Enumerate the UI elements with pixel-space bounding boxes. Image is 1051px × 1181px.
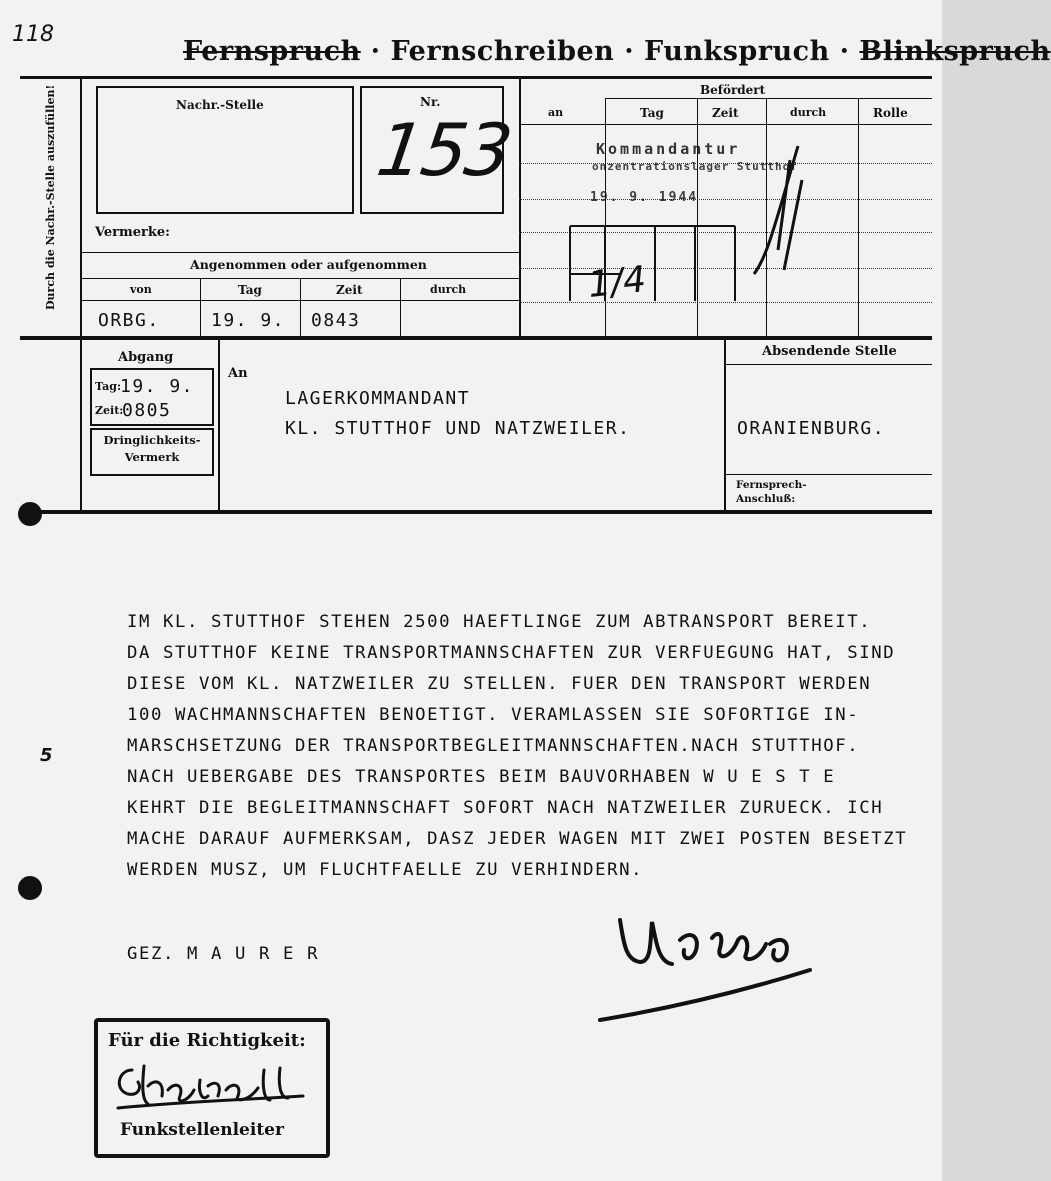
- abgang-label: Abgang: [118, 350, 174, 365]
- befoerdert-col-tag: Tag: [640, 106, 664, 120]
- fernsprech-label: Fernsprech-Anschluß:: [736, 479, 807, 505]
- title-separator: ·: [624, 36, 645, 67]
- befoerdert-col-zeit: Zeit: [712, 106, 739, 120]
- verification-line1: Für die Richtigkeit:: [108, 1030, 306, 1051]
- nr-value: 153: [372, 108, 516, 192]
- punch-hole-top: [18, 502, 42, 526]
- title-fernschreiben: Fernschreiben: [390, 36, 615, 67]
- message-line-5: MARSCHSETZUNG DER TRANSPORTBEGLEITMANNSCHAFTEN.NACH STUTTHOF.: [127, 736, 860, 756]
- title-blinkspruch: Blinkspruch: [859, 36, 1051, 67]
- form-divider-rule: [519, 76, 521, 340]
- side-label: Durch die Nachr.-Stelle auszufüllen!: [44, 84, 57, 310]
- angenommen-von-value: ORBG.: [98, 310, 160, 331]
- angenommen-col-von: von: [130, 283, 152, 296]
- recipient-line2: KL. STUTTHOF UND NATZWEILER.: [285, 418, 631, 439]
- recipient-line1: LAGERKOMMANDANT: [285, 388, 471, 409]
- message-line-7: KEHRT DIE BEGLEITMANNSCHAFT SOFORT NACH NATZWEILER ZURUECK. ICH: [127, 798, 884, 818]
- befoerdert-label: Befördert: [700, 83, 766, 97]
- dringlichkeit-label: Dringlichkeits-Vermerk: [103, 433, 201, 464]
- kommandantur-stamp-line1: Kommandantur: [596, 140, 741, 158]
- title-funkspruch: Funkspruch: [644, 36, 830, 67]
- absendende-value: ORANIENBURG.: [737, 418, 886, 439]
- nr-label: Nr.: [420, 95, 441, 109]
- margin-mark: 5: [40, 745, 53, 766]
- form-bottom-rule: [20, 510, 932, 514]
- message-line-2: DA STUTTHOF KEINE TRANSPORTMANNSCHAFTEN ZUR VERFUEGUNG HAT, SIND: [127, 643, 896, 663]
- punch-hole-bottom: [18, 876, 42, 900]
- absendende-header-rule: [724, 364, 932, 365]
- angenommen-zeit-value: 0843: [311, 310, 361, 331]
- abgang-right-rule: [218, 340, 220, 512]
- handwritten-fraction: 1/4: [586, 259, 648, 306]
- angenommen-label: Angenommen oder aufgenommen: [190, 257, 427, 272]
- title-separator: ·: [370, 36, 391, 67]
- kommandantur-stamp-line2: onzentrationslager Stutthof: [592, 160, 798, 173]
- abgang-zeit-value: 0805: [122, 400, 172, 421]
- verification-line2: Funkstellenleiter: [120, 1120, 284, 1140]
- angenommen-col-tag: Tag: [238, 283, 262, 297]
- abgang-left-rule: [80, 340, 82, 512]
- an-label: An: [228, 366, 248, 381]
- absendende-label: Absendende Stelle: [762, 344, 897, 359]
- title-separator: ·: [839, 36, 860, 67]
- form-left-rule: [80, 76, 82, 338]
- message-line-1: IM KL. STUTTHOF STEHEN 2500 HAEFTLINGE ZUM ABTRANSPORT BEREIT.: [127, 612, 872, 632]
- befoerdert-rule: [605, 98, 932, 99]
- verification-signature: [108, 1056, 308, 1116]
- title-fernspruch: Fernspruch: [183, 36, 361, 67]
- vermerke-label: Vermerke:: [95, 225, 170, 240]
- angenommen-col-zeit: Zeit: [336, 283, 363, 297]
- abgang-tag-value: 19. 9.: [120, 376, 195, 397]
- befoerdert-col-rolle: Rolle: [873, 106, 908, 120]
- form-title: [183, 36, 1051, 67]
- verification-stamp: [94, 1018, 330, 1158]
- message-line-6: NACH UEBERGABE DES TRANSPORTES BEIM BAUVORHABEN W U E S T E: [127, 767, 836, 787]
- fernsprech-rule: [724, 474, 932, 475]
- message-line-3: DIESE VOM KL. NATZWEILER ZU STELLEN. FUER DEN TRANSPORT WERDEN: [127, 674, 872, 694]
- message-line-9: WERDEN MUSZ, UM FLUCHTFAELLE ZU VERHINDERN.: [127, 860, 644, 880]
- angenommen-col-rule: [300, 278, 301, 336]
- angenommen-col-rule: [200, 278, 201, 336]
- befoerdert-col-an: an: [548, 106, 564, 119]
- page-number: 118: [12, 22, 54, 47]
- befoerdert-col-durch: durch: [790, 106, 827, 119]
- form-top-rule: [20, 76, 932, 79]
- angenommen-top-rule: [80, 252, 519, 253]
- angenommen-col-durch: durch: [430, 283, 467, 296]
- signature-typed: GEZ. M A U R E R: [127, 944, 320, 964]
- angenommen-row-rule: [80, 300, 519, 301]
- befoerdert-col-rule: [858, 98, 859, 340]
- form-middle-rule: [20, 336, 932, 340]
- abgang-tag-label: Tag:: [95, 380, 122, 393]
- befoerdert-header-rule: [519, 124, 932, 125]
- kommandantur-stamp-date: 19. 9. 1944: [590, 190, 699, 205]
- handwritten-tick: [740, 140, 810, 280]
- angenommen-col-rule: [400, 278, 401, 336]
- handwritten-signature: [600, 900, 900, 1030]
- message-line-8: MACHE DARAUF AUFMERKSAM, DASZ JEDER WAGEN MIT ZWEI POSTEN BESETZT: [127, 829, 908, 849]
- abgang-zeit-label: Zeit:: [95, 404, 124, 417]
- angenommen-tag-value: 19. 9.: [211, 310, 286, 331]
- absendende-left-rule: [724, 340, 726, 512]
- message-line-4: 100 WACHMANNSCHAFTEN BENOETIGT. VERAMLASSEN SIE SOFORTIGE IN-: [127, 705, 860, 725]
- nachr-stelle-label: Nachr.-Stelle: [176, 98, 264, 112]
